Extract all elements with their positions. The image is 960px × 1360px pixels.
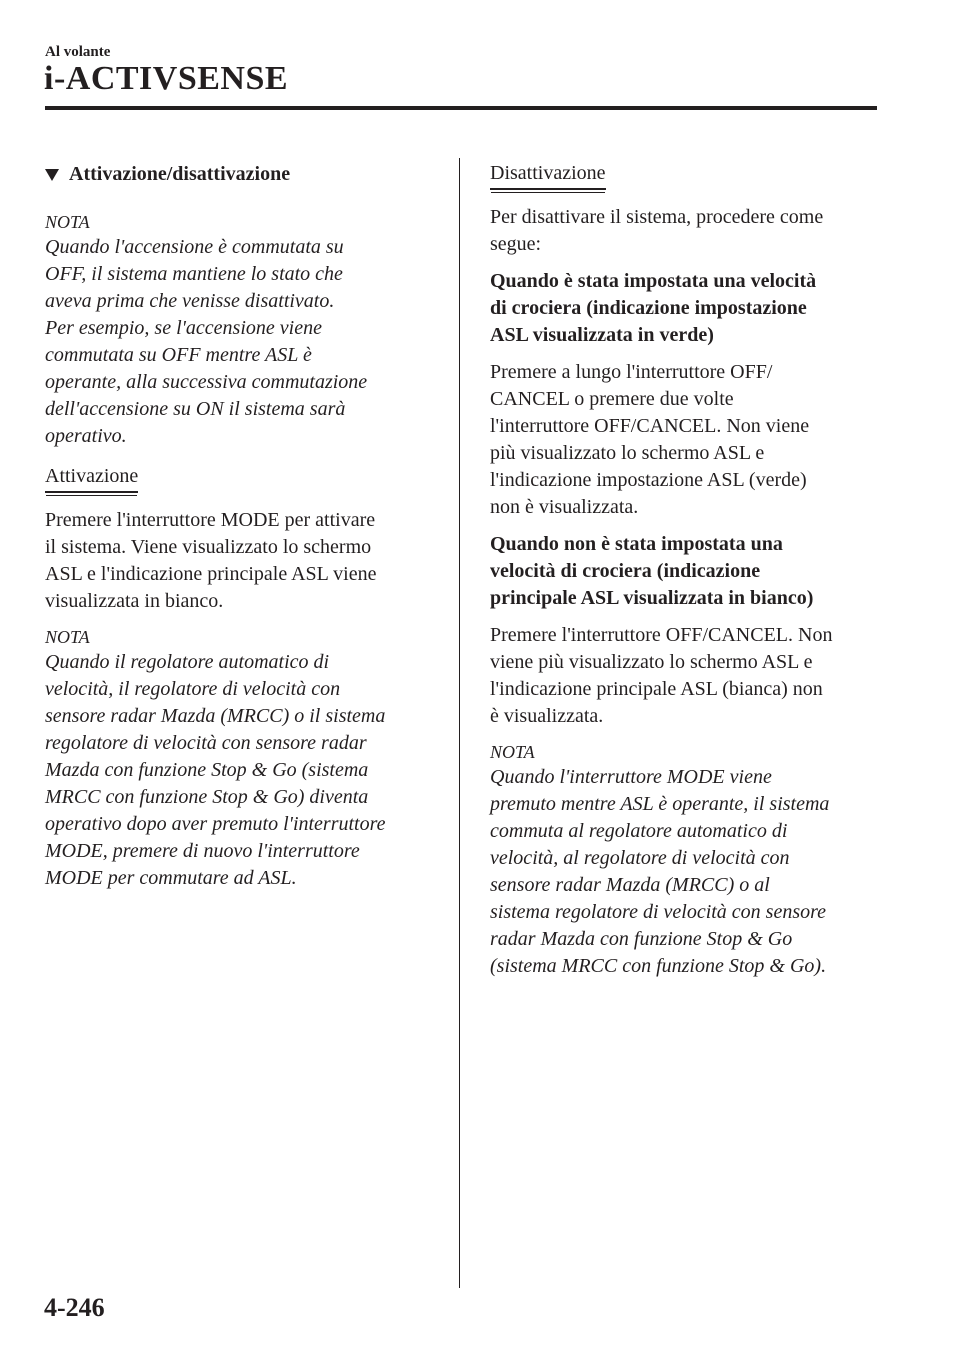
note-ignition: [45, 210, 440, 450]
deactivation-intro: Per disattivare il sistema, procedere come segue:: [490, 206, 824, 255]
page-number: 4-246: [44, 1293, 105, 1322]
case1-heading: Quando è stata impostata una velocità di crociera (indicazione impostazione ASL visualizzata in verde): [490, 270, 817, 346]
chapter-title: i-ACTIVSENSE: [44, 60, 289, 97]
note-label: NOTA: [490, 742, 535, 762]
activation-text: Premere l'interruttore MODE per attivare il sistema. Viene visualizzato lo schermo ASL e l'indicazione principale ASL viene visualizzata in bianco.: [45, 509, 377, 612]
column-divider: [459, 158, 460, 1288]
case1-text: Premere a lungo l'interruttore OFF/ CANCEL o premere due volte l'interruttore OFF/CANCEL. Non viene più visualizzato lo schermo ASL e l'indicazione impostazione ASL (verde) non è visualizzata.: [490, 361, 810, 518]
note-mode-while-asl: [490, 740, 890, 980]
activation-heading: Attivazione: [45, 463, 138, 493]
triangle-down-icon: [45, 169, 59, 181]
case2-text: Premere l'interruttore OFF/CANCEL. Non viene più visualizzato lo schermo ASL e l'indicazione principale ASL (bianca) non è visualizzata.: [490, 624, 833, 727]
case2-heading: Quando non è stata impostata una velocità di crociera (indicazione principale ASL visualizzata in bianco): [490, 533, 814, 609]
note-label: NOTA: [45, 212, 90, 232]
right-column: [490, 158, 890, 993]
note-text: Quando l'accensione è commutata su OFF, il sistema mantiene lo stato che aveva prima che venisse disattivato. Per esempio, se l'accensione viene commutata su OFF mentre ASL è operante, alla successiva commutazione dell'accensione su ON il sistema sarà operativo.: [45, 236, 368, 447]
deactivation-heading: Disattivazione: [490, 160, 606, 190]
header-rule: [45, 106, 877, 110]
note-mode-switch: [45, 625, 440, 892]
note-text: Quando l'interruttore MODE viene premuto mentre ASL è operante, il sistema commuta al regolatore automatico di velocità, al regolatore di velocità con sensore radar Mazda (MRCC) o al sistema regolatore di velocità con sensore radar Mazda con funzione Stop & Go (sistema MRCC con funzione Stop & Go).: [490, 766, 830, 977]
left-column: [45, 158, 440, 905]
note-text: Quando il regolatore automatico di velocità, il regolatore di velocità con sensore radar Mazda (MRCC) o il sistema regolatore di velocità con sensore radar Mazda con funzione Stop & Go (sistema MRCC con funzione Stop & Go) diventa operativo dopo aver premuto l'interruttore MODE, premere di nuovo l'interruttore MODE per commutare ad ASL.: [45, 651, 386, 889]
section-label: Al volante: [45, 44, 111, 60]
topic-heading-text: Attivazione/disattivazione: [69, 163, 291, 185]
note-label: NOTA: [45, 627, 90, 647]
topic-heading: [45, 161, 440, 188]
